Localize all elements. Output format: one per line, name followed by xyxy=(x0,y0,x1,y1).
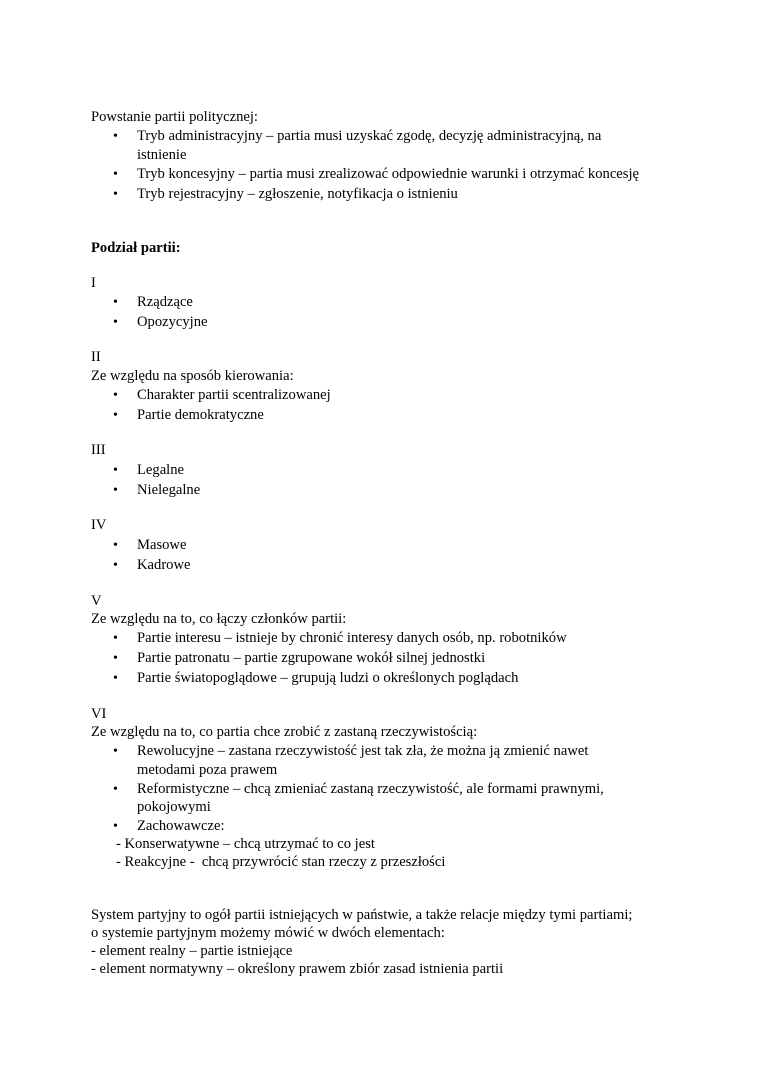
bullet-icon: • xyxy=(113,651,118,666)
bullet-icon: • xyxy=(113,129,118,144)
system-paragraph-line: o systemie partyjnym możemy mówić w dwóch elementach: xyxy=(91,925,445,941)
bullet-icon: • xyxy=(113,295,118,310)
list-item: Opozycyjne xyxy=(137,314,208,330)
list-item: Partie demokratyczne xyxy=(137,407,264,423)
group-numeral: I xyxy=(91,275,96,291)
bullet-icon: • xyxy=(113,315,118,330)
list-item-continuation: pokojowymi xyxy=(137,799,211,815)
list-item: Partie interesu – istnieje by chronić interesy danych osób, np. robotników xyxy=(137,630,567,646)
list-item: Partie światopoglądowe – grupują ludzi o określonych poglądach xyxy=(137,670,519,686)
list-item: Partie patronatu – partie zgrupowane wokół silnej jednostki xyxy=(137,650,486,666)
group-numeral: IV xyxy=(91,517,107,533)
group-numeral: II xyxy=(91,349,101,365)
bullet-icon: • xyxy=(113,483,118,498)
list-item: Reformistyczne – chcą zmieniać zastaną rzeczywistość, ale formami prawnymi, xyxy=(137,781,604,797)
group-numeral: III xyxy=(91,442,106,458)
group-numeral: VI xyxy=(91,706,107,722)
list-item: Rządzące xyxy=(137,294,193,310)
sub-list-item: - Konserwatywne – chcą utrzymać to co jest xyxy=(116,836,375,852)
bullet-icon: • xyxy=(113,744,118,759)
bullet-icon: • xyxy=(113,782,118,797)
list-item: Rewolucyjne – zastana rzeczywistość jest tak zła, że można ją zmienić nawet xyxy=(137,743,589,759)
bullet-icon: • xyxy=(113,463,118,478)
group-numeral: V xyxy=(91,593,102,609)
bullet-icon: • xyxy=(113,187,118,202)
bullet-icon: • xyxy=(113,671,118,686)
list-item-continuation: metodami poza prawem xyxy=(137,762,278,778)
division-title: Podział partii: xyxy=(91,240,181,256)
group-criterion: Ze względu na to, co łączy członków partii: xyxy=(91,611,347,627)
list-item: Kadrowe xyxy=(137,557,191,573)
list-item: Charakter partii scentralizowanej xyxy=(137,387,331,403)
bullet-icon: • xyxy=(113,538,118,553)
list-item: Tryb koncesyjny – partia musi zrealizować odpowiednie warunki i otrzymać koncesję xyxy=(137,166,639,182)
list-item: Zachowawcze: xyxy=(137,818,225,834)
list-item: Legalne xyxy=(137,462,184,478)
group-criterion: Ze względu na sposób kierowania: xyxy=(91,368,294,384)
intro-heading: Powstanie partii politycznej: xyxy=(91,109,258,125)
list-item-continuation: istnienie xyxy=(137,147,187,163)
bullet-icon: • xyxy=(113,388,118,403)
list-item: Nielegalne xyxy=(137,482,201,498)
list-item: Tryb administracyjny – partia musi uzyskać zgodę, decyzję administracyjną, na xyxy=(137,128,602,144)
bullet-icon: • xyxy=(113,819,118,834)
list-item: Masowe xyxy=(137,537,187,553)
bullet-icon: • xyxy=(113,167,118,182)
group-criterion: Ze względu na to, co partia chce zrobić z zastaną rzeczywistością: xyxy=(91,724,478,740)
sub-list-item: - Reakcyjne - chcą przywrócić stan rzeczy z przeszłości xyxy=(116,854,446,870)
list-item: Tryb rejestracyjny – zgłoszenie, notyfikacja o istnieniu xyxy=(137,186,458,202)
system-paragraph-line: - element normatywny – określony prawem zbiór zasad istnienia partii xyxy=(91,961,504,977)
system-paragraph-line: System partyjny to ogół partii istniejących w państwie, a także relacje między tymi partiami; xyxy=(91,907,633,923)
bullet-icon: • xyxy=(113,558,118,573)
bullet-icon: • xyxy=(113,631,118,646)
bullet-icon: • xyxy=(113,408,118,423)
system-paragraph-line: - element realny – partie istniejące xyxy=(91,943,293,959)
